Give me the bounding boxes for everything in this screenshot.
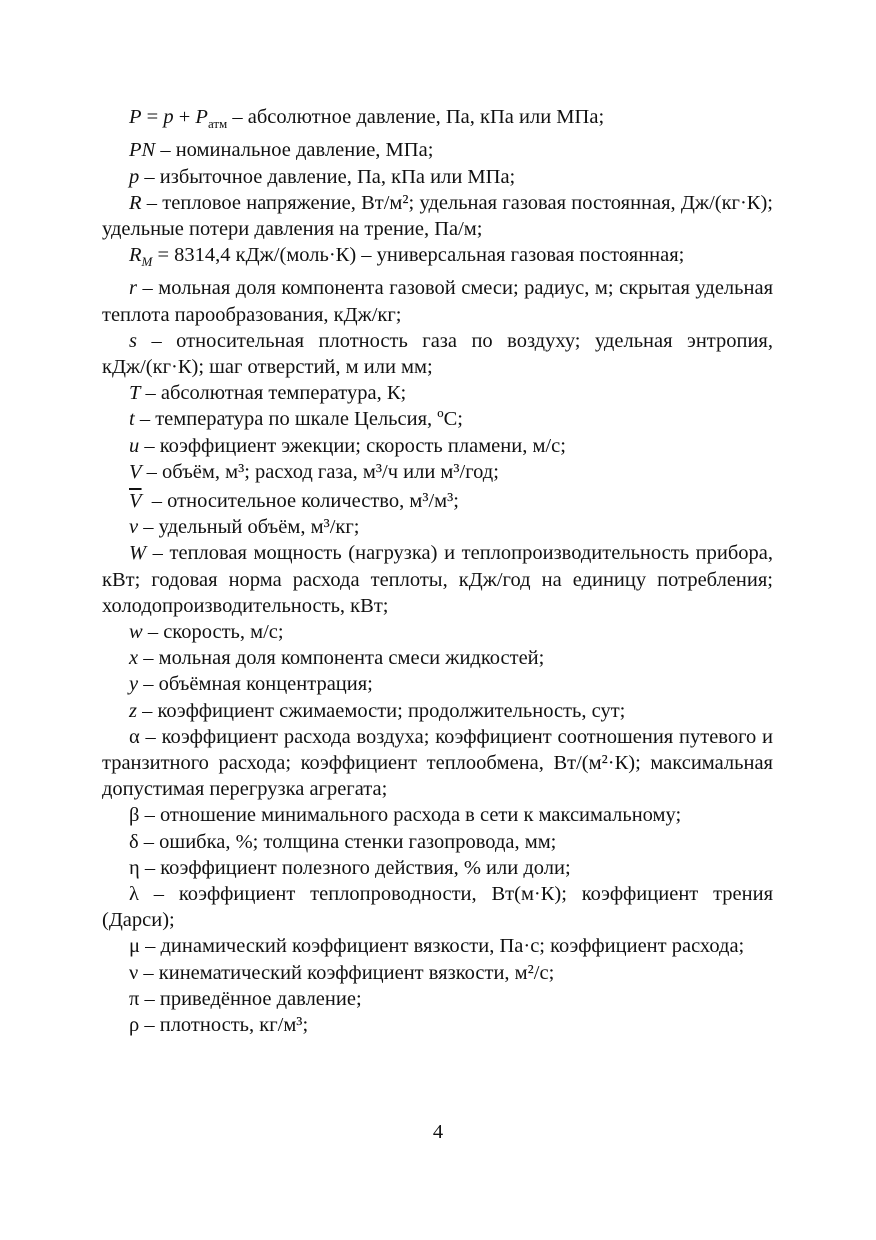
entry-text: – ошибка, %; толщина стенки газопровода, мм; — [138, 830, 557, 853]
list-item — [102, 698, 773, 724]
entry-symbol: u — [129, 434, 140, 457]
list-item — [102, 986, 773, 1012]
entry-symbol: s — [129, 329, 137, 352]
list-item — [102, 1012, 773, 1038]
list-item — [102, 802, 773, 828]
entry-symbol-3: P — [195, 106, 208, 128]
entry-symbol-overlined: $\overline{V}$ — [129, 490, 142, 513]
list-item — [102, 137, 773, 163]
list-item — [102, 459, 773, 485]
entry-text: – скорость, м/с; — [142, 621, 284, 644]
entry-text: – отношение минимального расхода в сети к максимальному; — [139, 804, 682, 827]
entry-operator: = — [141, 106, 164, 128]
entry-text: – динамический коэффициент вязкости, Па·с; коэффициент расхода; — [140, 935, 745, 958]
entry-symbol: π — [129, 987, 140, 1010]
list-item — [102, 645, 773, 671]
list-item — [102, 540, 773, 619]
list-item — [102, 671, 773, 697]
page-number: 4 — [432, 1121, 444, 1143]
entry-subscript: атм — [207, 116, 228, 132]
list-item — [102, 488, 773, 514]
list-item — [102, 164, 773, 190]
entry-symbol: α — [129, 725, 140, 748]
list-item — [102, 380, 773, 406]
entry-text: – кинематический коэффициент вязкости, м²/с; — [138, 961, 555, 984]
entry-symbol: R — [129, 191, 142, 214]
entry-text: – объёмная концентрация; — [138, 673, 373, 696]
entry-text: – плотность, кг/м³; — [139, 1014, 309, 1037]
entry-text: – коэффициент эжекции; скорость пламени, м/с; — [139, 434, 566, 457]
list-item — [102, 933, 773, 959]
entry-symbol: t — [129, 408, 135, 431]
entry-text: – коэффициент сжимаемости; продолжительность, сут; — [136, 699, 626, 722]
entry-symbol: p — [129, 165, 140, 188]
list-item — [102, 242, 773, 275]
entry-text: – мольная доля компонента газовой смеси; радиус, м; скрытая удельная теплота парообразования, кДж/кг; — [102, 277, 773, 326]
entry-text: – тепловое напряжение, Вт/м²; удельная газовая постоянная, Дж/(кг·К); удельные потери давления на трение, Па/м; — [102, 191, 773, 240]
nomenclature-list — [102, 104, 773, 1038]
entry-text: – абсолютная температура, К; — [140, 382, 407, 405]
entry-symbol: ν — [129, 961, 139, 984]
entry-text: – мольная доля компонента смеси жидкостей; — [138, 647, 545, 670]
entry-symbol-2: p — [163, 106, 174, 128]
list-item — [102, 190, 773, 242]
entry-text: – относительное количество, м³/м³; — [141, 490, 459, 513]
entry-subscript: M — [141, 254, 153, 270]
entry-text: = 8314,4 кДж/(моль·К) – универсальная газовая постоянная; — [152, 244, 685, 267]
entry-symbol: ρ — [129, 1014, 140, 1037]
list-item — [102, 619, 773, 645]
entry-text: – удельный объём, м³/кг; — [138, 516, 360, 539]
list-item — [102, 433, 773, 459]
entry-text: – абсолютное давление, Па, кПа или МПа; — [227, 106, 605, 128]
entry-symbol: v — [129, 516, 139, 539]
entry-symbol: y — [129, 673, 139, 696]
list-item — [102, 406, 773, 432]
entry-text: – номинальное давление, МПа; — [155, 139, 434, 162]
list-item — [102, 881, 773, 933]
entry-symbol: W — [129, 542, 147, 565]
list-item — [102, 104, 773, 137]
entry-symbol: r — [129, 277, 137, 300]
entry-symbol: PN — [129, 139, 156, 162]
entry-text: – коэффициент полезного действия, % или доли; — [139, 856, 571, 879]
list-item — [102, 724, 773, 803]
entry-symbol: λ — [129, 883, 139, 906]
entry-symbol: β — [129, 804, 140, 827]
entry-operator-2: + — [173, 106, 196, 128]
entry-symbol: η — [129, 856, 140, 879]
entry-symbol: T — [129, 382, 141, 405]
entry-text: – относительная плотность газа по воздуху; удельная энтропия, кДж/(кг·К); шаг отверстий, м или мм; — [102, 329, 773, 379]
entry-text: – коэффициент расхода воздуха; коэффициент соотношения путевого и транзитного расхода; коэффициент теплообмена, Вт/(м²·К); максимальная допустимая перегрузка агрегата; — [102, 725, 773, 801]
entry-symbol: z — [129, 699, 137, 722]
entry-text: – объём, м³; расход газа, м³/ч или м³/год; — [141, 460, 499, 483]
list-item — [102, 960, 773, 986]
entry-text: – избыточное давление, Па, кПа или МПа; — [139, 165, 516, 188]
entry-symbol: R — [129, 244, 142, 267]
entry-symbol: μ — [129, 935, 140, 958]
entry-text: – приведённое давление; — [139, 987, 362, 1010]
list-item — [102, 829, 773, 855]
entry-symbol: w — [129, 621, 143, 644]
entry-symbol: x — [129, 647, 139, 670]
entry-symbol: V — [129, 460, 142, 483]
entry-symbol: P — [129, 106, 142, 128]
entry-symbol: δ — [129, 830, 139, 853]
entry-text: – тепловая мощность (нагрузка) и теплопроизводительность прибора, кВт; годовая норма расхода теплоты, кДж/год на единицу потребления; холодопроизводительность, кВт; — [102, 542, 773, 617]
entry-text: – коэффициент теплопроводности, Вт(м·К); коэффициент трения (Дарси); — [102, 883, 773, 932]
list-item — [102, 514, 773, 540]
list-item — [102, 275, 773, 327]
list-item — [102, 855, 773, 881]
entry-text: – температура по шкале Цельсия, ºС; — [134, 408, 464, 431]
list-item — [102, 328, 773, 380]
